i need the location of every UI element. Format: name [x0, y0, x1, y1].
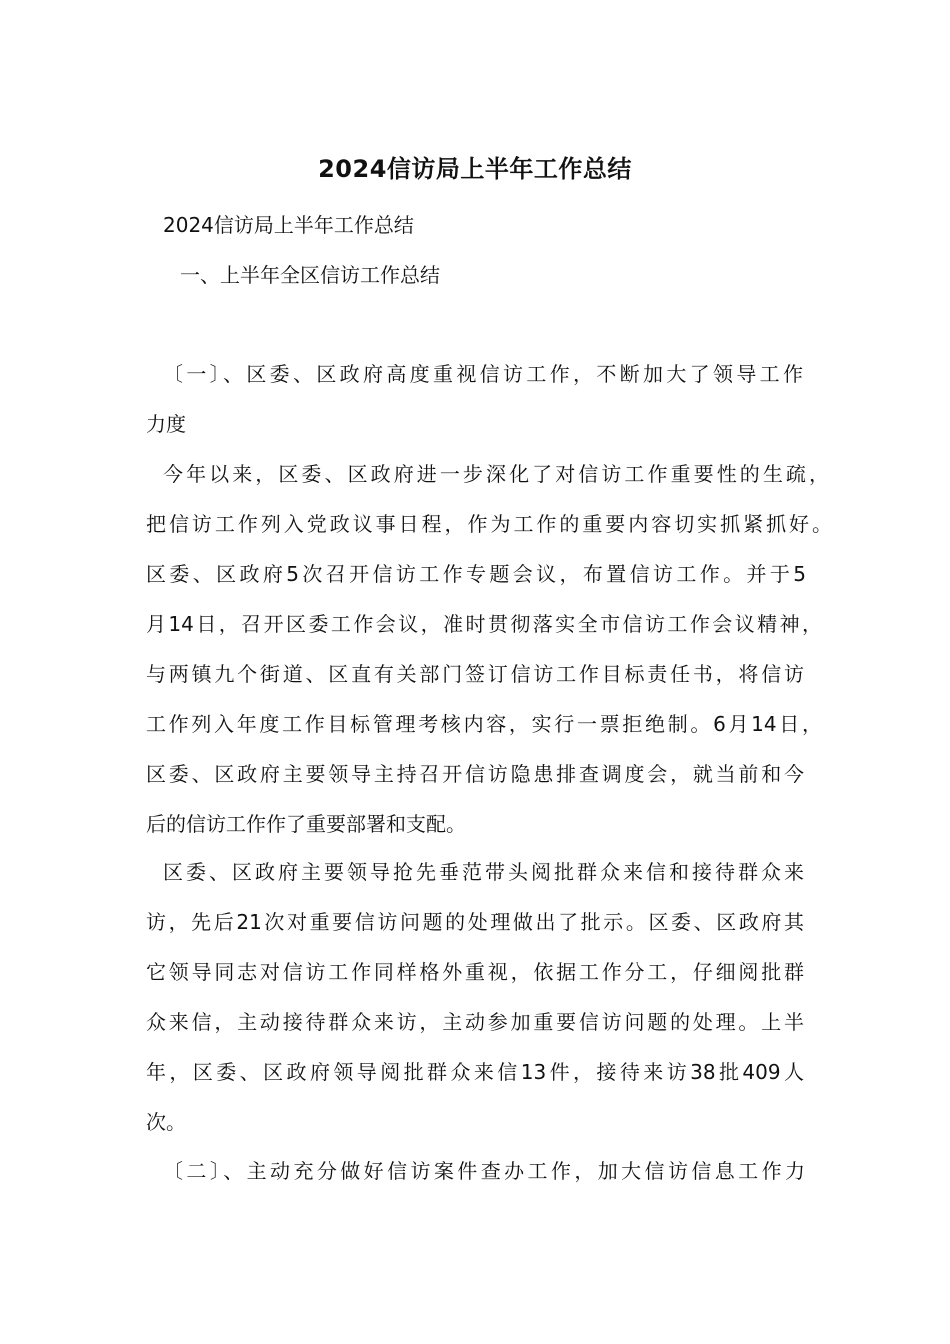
- paragraph-line: 次。: [146, 1110, 186, 1134]
- paragraph-line: 今年以来，区委、区政府进一步深化了对信访工作重要性的生疏，: [163, 462, 829, 486]
- document-title: 2024信访局上半年工作总结: [318, 155, 632, 183]
- paragraph-line: 区委、区政府5次召开信访工作专题会议，布置信访工作。并于5: [146, 562, 806, 586]
- paragraph-line: 把信访工作列入党政议事日程，作为工作的重要内容切实抓紧抓好。: [146, 512, 832, 536]
- paragraph-line: 工作列入年度工作目标管理考核内容，实行一票拒绝制。6月14日，: [146, 712, 822, 736]
- paragraph-line: 〔一〕、区委、区政府高度重视信访工作，不断加大了领导工作: [163, 362, 803, 386]
- paragraph-line: 众来信，主动接待群众来访，主动参加重要信访问题的处理。上半: [146, 1010, 804, 1034]
- paragraph-line: 后的信访工作作了重要部署和支配。: [146, 812, 466, 836]
- paragraph-line: 与两镇九个街道、区直有关部门签订信访工作目标责任书，将信访: [146, 662, 804, 686]
- document-subtitle: 2024信访局上半年工作总结: [163, 213, 414, 237]
- paragraph-line: 区委、区政府主要领导抢先垂范带头阅批群众来信和接待群众来: [163, 860, 804, 884]
- paragraph-line: 〔二〕、主动充分做好信访案件查办工作，加大信访信息工作力: [163, 1159, 805, 1183]
- paragraph-line: 力度: [146, 412, 186, 436]
- paragraph-line: 区委、区政府主要领导主持召开信访隐患排查调度会，就当前和今: [146, 762, 804, 786]
- paragraph-line: 访，先后21次对重要信访问题的处理做出了批示。区委、区政府其: [146, 910, 804, 934]
- paragraph-line: 月14日，召开区委工作会议，准时贯彻落实全市信访工作会议精神，: [146, 612, 822, 636]
- section-heading: 一、上半年全区信访工作总结: [180, 263, 440, 287]
- paragraph-line: 它领导同志对信访工作同样格外重视，依据工作分工，仔细阅批群: [146, 960, 804, 984]
- paragraph-line: 年，区委、区政府领导阅批群众来信13件，接待来访38批409人: [146, 1060, 804, 1084]
